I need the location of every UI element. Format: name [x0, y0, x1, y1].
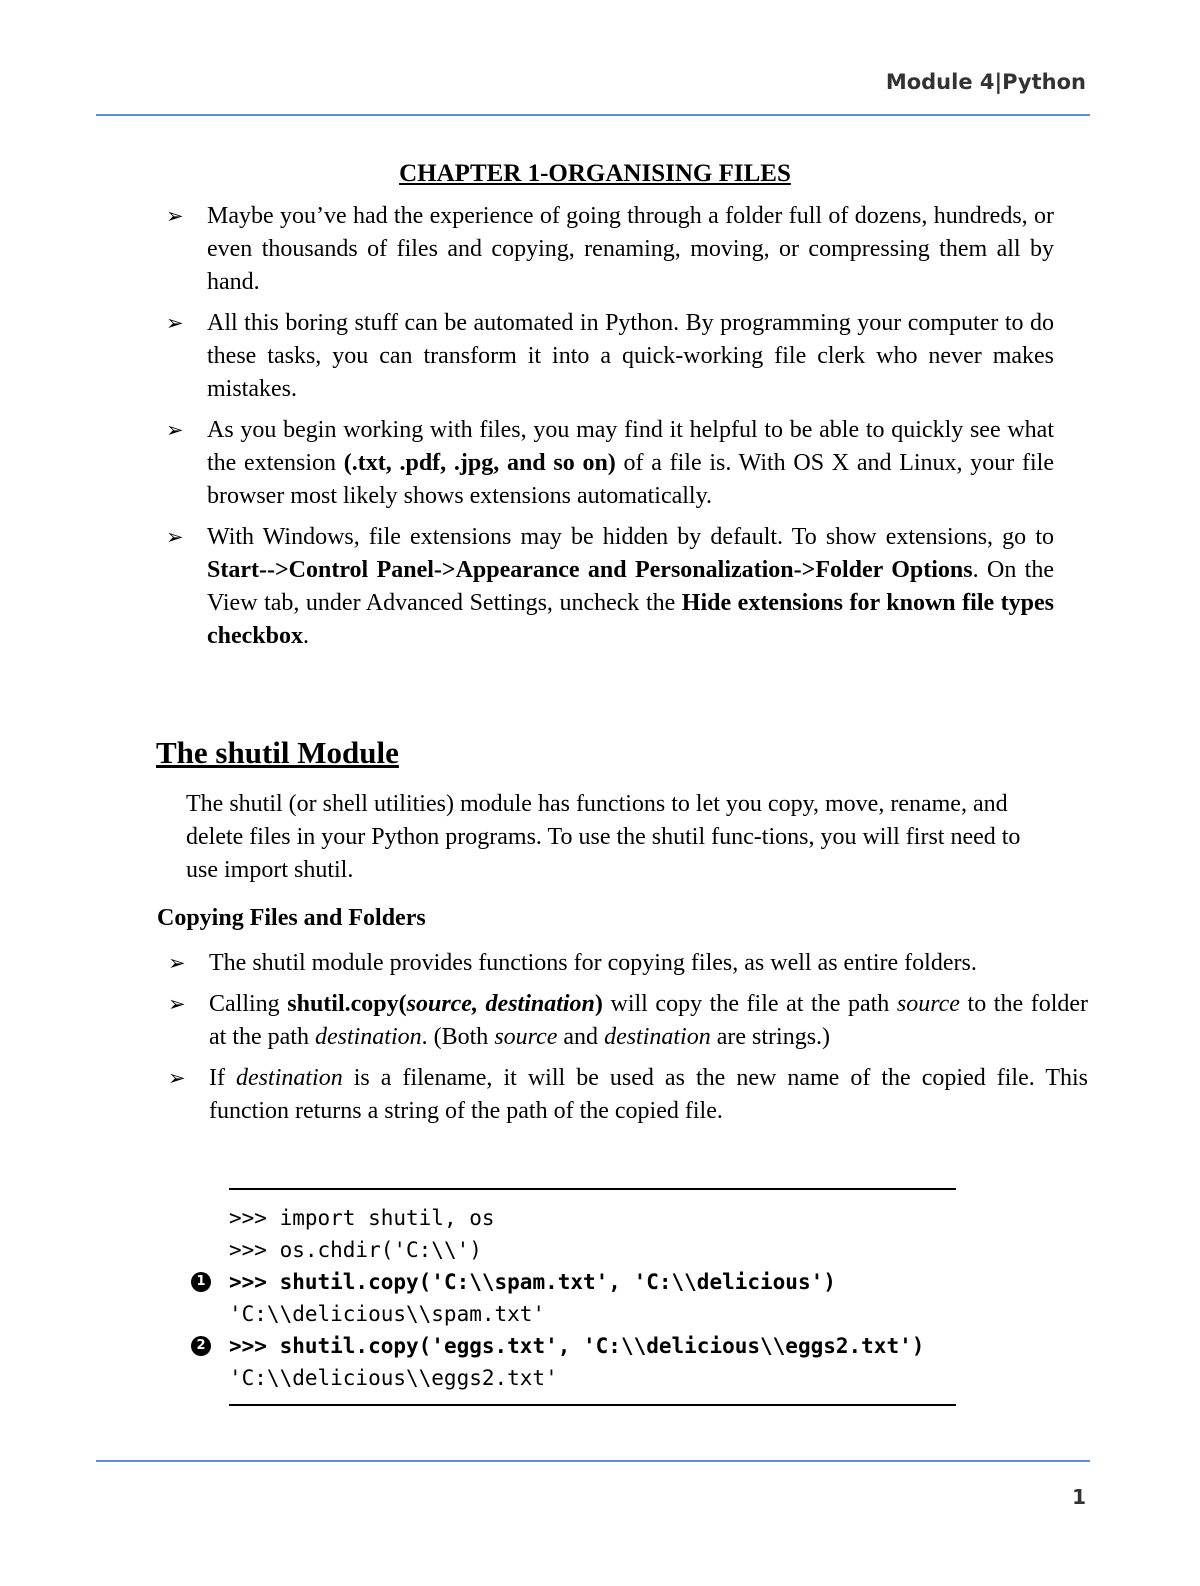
list-item	[166, 307, 1054, 406]
footer-rule	[96, 1460, 1090, 1462]
arrow-bullet-icon: ➢	[168, 1066, 186, 1090]
list-item	[166, 200, 1054, 299]
bullet-italic-text: source	[896, 991, 960, 1017]
bullet-bold-text: Hide extensions for known file types checkbox	[207, 590, 1055, 649]
arrow-bullet-icon: ➢	[166, 418, 184, 442]
code-text: import shutil, os	[279, 1206, 495, 1230]
bullet-text: is a filename, it will be used as the new name of the copied file. This function returns a string of the path of the copied file.	[209, 1065, 1089, 1124]
chapter-title: CHAPTER 1-ORGANISING FILES	[399, 160, 791, 187]
bullet-text: Calling	[209, 991, 288, 1017]
bullet-text: and	[557, 1024, 605, 1050]
code-output: 'C:\\delicious\\eggs2.txt'	[229, 1366, 558, 1390]
section-title: The shutil Module	[156, 735, 399, 770]
list-item	[168, 988, 1088, 1054]
bullet-text: . On the View tab, under Advanced Settings, uncheck the	[207, 557, 1055, 616]
bullet-text: to the folder at the path	[209, 991, 1089, 1050]
bullet-text: of a file is. With OS X and Linux, your file browser most likely shows extensions automatically.	[207, 450, 1054, 509]
bullet-italic-text: source	[494, 1024, 558, 1050]
section-intro: The shutil (or shell utilities) module has functions to let you copy, move, rename, and delete files in your Python programs. To use the shutil func-tions, you will first need to use import shutil.	[186, 791, 1021, 883]
bullet-text: The shutil module provides functions for copying files, as well as entire folders.	[209, 950, 977, 976]
callout-marker-icon: 1	[191, 1272, 211, 1292]
list-item	[166, 521, 1054, 653]
callout-marker-icon: 2	[191, 1336, 211, 1356]
page-number: 1	[1072, 1485, 1086, 1509]
code-prompt: >>>	[229, 1334, 280, 1358]
copy-bullet-list	[168, 947, 1088, 1136]
bullet-text: will copy the file at the path	[602, 991, 897, 1017]
code-line	[196, 1330, 956, 1362]
code-text: shutil.copy('eggs.txt', 'C:\\delicious\\eggs2.txt')	[279, 1334, 925, 1358]
bullet-text: If	[209, 1065, 237, 1091]
bullet-bold-text: Start-->Control Panel->Appearance and Personalization->Folder Options	[207, 557, 973, 583]
arrow-bullet-icon: ➢	[168, 992, 186, 1016]
arrow-bullet-icon: ➢	[166, 311, 184, 335]
running-header: Module 4|Python	[885, 70, 1086, 94]
intro-bullet-list	[166, 200, 1054, 661]
code-line	[229, 1234, 956, 1266]
bullet-bold-text: shutil.copy(	[287, 991, 407, 1017]
code-line	[229, 1202, 956, 1234]
code-line	[229, 1298, 956, 1330]
arrow-bullet-icon: ➢	[166, 525, 184, 549]
bullet-italic-text: destination	[604, 1024, 711, 1050]
header-rule	[96, 114, 1090, 116]
list-item	[168, 947, 1088, 980]
bullet-text: .	[303, 623, 309, 649]
code-text: os.chdir('C:\\')	[279, 1238, 482, 1262]
list-item	[168, 1062, 1088, 1128]
subheading: Copying Files and Folders	[157, 905, 426, 931]
bullet-bold-text: )	[594, 991, 603, 1017]
code-text: shutil.copy('C:\\spam.txt', 'C:\\delicious')	[279, 1270, 836, 1294]
bullet-bold-italic-text: source, destination	[406, 991, 595, 1017]
code-prompt: >>>	[229, 1238, 280, 1262]
bullet-italic-text: destination	[314, 1024, 422, 1050]
bullet-text: . (Both	[421, 1024, 495, 1050]
code-prompt: >>>	[229, 1206, 280, 1230]
code-line	[196, 1266, 956, 1298]
bullet-text: are strings.)	[710, 1024, 831, 1050]
code-prompt: >>>	[229, 1270, 280, 1294]
bullet-text: All this boring stuff can be automated in Python. By programming your computer to do these tasks, you can transform it into a quick-working file clerk who never makes mistakes.	[207, 310, 1054, 402]
list-item	[166, 414, 1054, 513]
code-line	[229, 1362, 956, 1394]
bullet-text: As you begin working with files, you may find it helpful to be able to quickly see what the extension	[207, 417, 1054, 476]
bullet-text: With Windows, file extensions may be hidden by default. To show extensions, go to	[207, 524, 1054, 550]
code-example	[196, 1188, 956, 1406]
bullet-bold-text: (.txt, .pdf, .jpg, and so on)	[343, 450, 616, 476]
bullet-text: Maybe you’ve had the experience of going through a folder full of dozens, hundreds, or even thousands of files and copying, renaming, moving, or compressing them all by hand.	[207, 203, 1054, 295]
code-output: 'C:\\delicious\\spam.txt'	[229, 1302, 546, 1326]
bullet-italic-text: destination	[236, 1065, 343, 1091]
arrow-bullet-icon: ➢	[168, 951, 186, 975]
arrow-bullet-icon: ➢	[166, 204, 184, 228]
